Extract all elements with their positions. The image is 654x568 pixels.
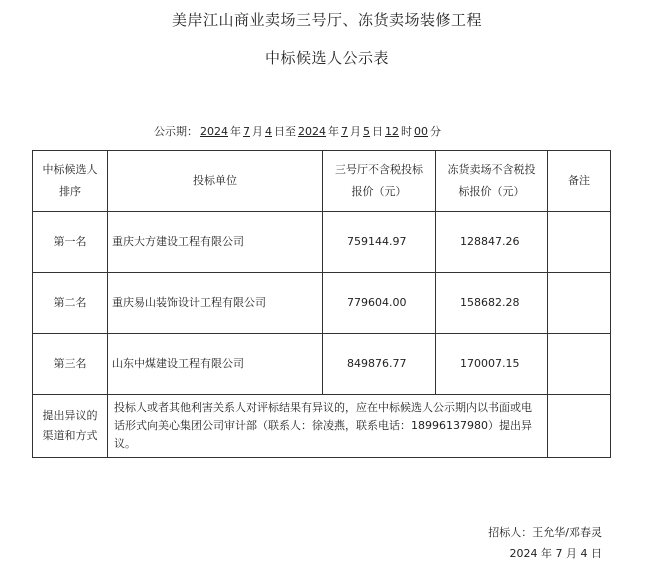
- period-unit-year: 年: [230, 125, 241, 138]
- row-rank: 第二名: [33, 273, 108, 334]
- header-remark: 备注: [548, 151, 611, 212]
- objection-row: [33, 395, 611, 458]
- period-unit-day: 日: [274, 125, 285, 138]
- objection-remark: [548, 395, 611, 458]
- header-rank-line1: 中标候选人: [42, 163, 98, 176]
- period-unit-minute: 分: [430, 125, 441, 138]
- signature-date: 2024 年 7 月 4 日: [509, 547, 602, 560]
- period-unit-hour: 时: [401, 125, 412, 138]
- period-end-hour: 12: [385, 125, 399, 138]
- period-unit-year-2: 年: [328, 125, 339, 138]
- row-company: 重庆易山装饰设计工程有限公司: [108, 273, 323, 334]
- objection-label-line1: 提出异议的: [42, 409, 98, 422]
- table-row: [33, 273, 611, 334]
- row-price1: 759144.97: [323, 212, 436, 273]
- period-start-month: 7: [243, 125, 250, 138]
- row-price2: 158682.28: [436, 273, 548, 334]
- candidates-table: [32, 150, 611, 458]
- row-remark: [548, 212, 611, 273]
- objection-label: [33, 395, 108, 458]
- row-remark: [548, 334, 611, 395]
- header-price2-line2: 标报价（元）: [458, 185, 525, 198]
- row-rank: 第一名: [33, 212, 108, 273]
- row-price2: 170007.15: [436, 334, 548, 395]
- header-price2-line1: 冻货卖场不含税投: [447, 163, 536, 176]
- header-price2: [436, 151, 548, 212]
- period-end-month: 7: [341, 125, 348, 138]
- period-label: 公示期：: [154, 125, 198, 138]
- row-price2: 128847.26: [436, 212, 548, 273]
- header-rank: [33, 151, 108, 212]
- row-price1: 779604.00: [323, 273, 436, 334]
- publicity-period: [154, 123, 441, 139]
- row-company: 重庆大方建设工程有限公司: [108, 212, 323, 273]
- document-title-line1: 美岸江山商业卖场三号厅、冻货卖场装修工程: [171, 11, 482, 29]
- period-to: 至: [285, 125, 296, 138]
- tenderer-signature: 招标人：王允华/邓春灵: [488, 526, 602, 539]
- period-unit-month-2: 月: [350, 125, 361, 138]
- row-company: 山东中煤建设工程有限公司: [108, 334, 323, 395]
- header-price1-line2: 报价（元）: [351, 185, 407, 198]
- row-remark: [548, 273, 611, 334]
- objection-label-line2: 渠道和方式: [42, 429, 98, 442]
- header-company: 投标单位: [108, 151, 323, 212]
- row-price1: 849876.77: [323, 334, 436, 395]
- table-header-row: [33, 151, 611, 212]
- period-end-day: 5: [363, 125, 370, 138]
- header-rank-line2: 排序: [59, 185, 81, 198]
- table-row: [33, 212, 611, 273]
- header-price1-line1: 三号厅不含税投标: [335, 163, 423, 176]
- period-unit-day-2: 日: [372, 125, 383, 138]
- objection-text: 投标人或者其他利害关系人对评标结果有异议的，应在中标候选人公示期内以书面或电话形式向美心集团公司审计部（联系人：徐凌燕，联系电话：18996137980）提出异议。: [108, 395, 548, 458]
- row-rank: 第三名: [33, 334, 108, 395]
- period-start-day: 4: [265, 125, 272, 138]
- period-end-minute: 00: [414, 125, 428, 138]
- period-unit-month: 月: [252, 125, 263, 138]
- period-start-year: 2024: [200, 125, 228, 138]
- header-price1: [323, 151, 436, 212]
- document-title-line2: 中标候选人公示表: [264, 49, 389, 67]
- period-end-year: 2024: [298, 125, 326, 138]
- table-row: [33, 334, 611, 395]
